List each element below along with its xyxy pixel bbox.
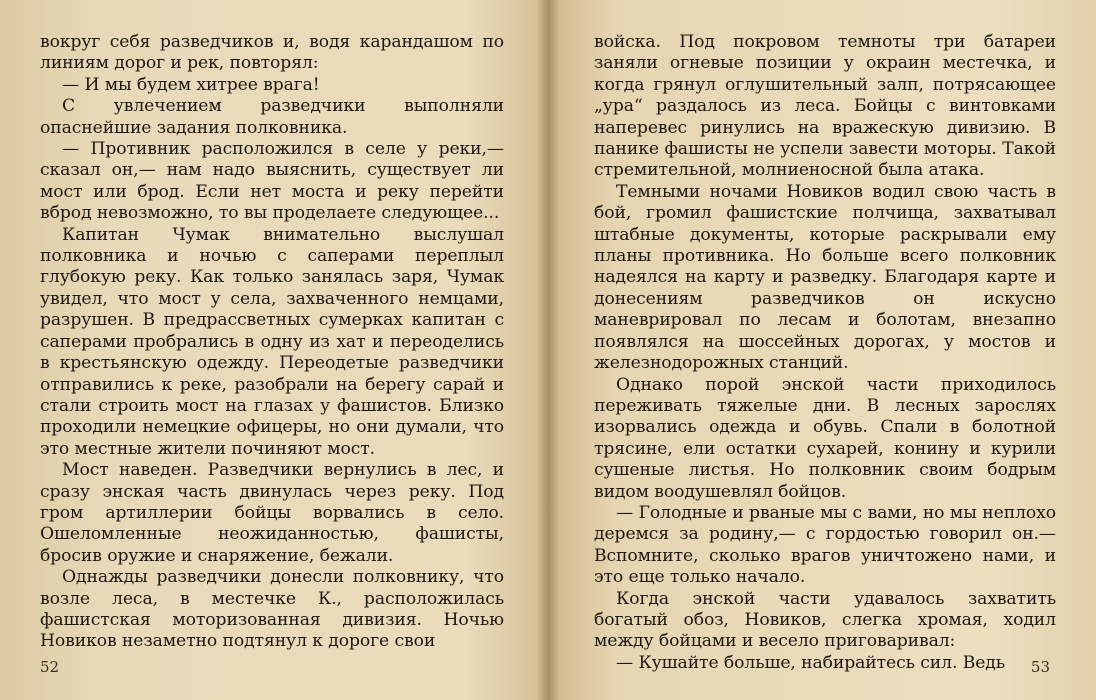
paragraph: — Голодные и рваные мы с вами, но мы неплохо деремся за родину,— с гордостью говорил он.— Вспомните, сколько врагов уничтожено нами, и это еще только начало. [594,502,1056,588]
paragraph: Мост наведен. Разведчики вернулись в лес, и сразу энская часть двинулась через реку. Под гром артиллерии бойцы ворвались в село. Ошеломленные неожиданностью, фашисты, бросив оружие и снаряжение, бежали. [40,460,504,566]
paragraph: вокруг себя разведчиков и, водя карандашом по линиям дорог и рек, повторял: [40,32,504,74]
right-page-text [594,32,1056,674]
paragraph: — Противник расположился в селе у реки,— сказал он,— нам надо выяснить, существует ли мост или брод. Если нет моста и реку перейти вброд невозможно, то вы проделаете следующее... [40,139,504,224]
paragraph: Однажды разведчики донесли полковнику, что возле леса, в местечке К., расположилась фашистская моторизованная дивизия. Ночью Новиков незаметно подтянул к дороге свои [40,567,504,652]
paragraph: Когда энской части удавалось захватить богатый обоз, Новиков, слегка хромая, ходил между бойцами и весело приговаривал: [594,588,1056,652]
paragraph: Темными ночами Новиков водил свою часть в бой, громил фашистские полчища, захватывал штабные документы, которые раскрывали ему планы противника. Но больше всего полковник надеялся на карту и разведку. Благодаря карте и донесениям разведчиков он искусно маневрировал по лесам и болотам, внезапно появлялся на шоссейных дорогах, у мостов и железнодорожных станций. [594,181,1056,374]
paragraph: — И мы будем хитрее врага! [62,74,320,95]
paragraph: Однако порой энской части приходилось переживать тяжелые дни. В лесных зарослях изорвались одежда и обувь. Спали в болотной трясине, ели остатки сухарей, конину и курили сушеные листья. Но полковник своим бодрым видом воодушевлял бойцов. [594,374,1056,502]
right-page [548,0,1096,700]
paragraph: Капитан Чумак внимательно выслушал полковника и ночью с саперами переплыл глубокую реку. Как только занялась заря, Чумак увидел, что мост у села, захваченного немцами, разрушен. В предрассветных сумерках капитан с саперами пробрались в одну из хат и переоделись в крестьянскую одежду. Переодетые разведчики отправились к реке, разобрали на берегу сарай и стали строить мост на глазах у фашистов. Близко проходили немецкие офицеры, но они думали, что это местные жители починяют мост. [40,224,504,459]
left-page-text [40,32,504,653]
page-number-right: 53 [1030,658,1050,676]
page-number-left: 52 [40,658,60,676]
paragraph: войска. Под покровом темноты три батареи заняли огневые позиции у окраин местечка, и когда грянул оглушительный залп, потрясающее „ура“ раздалось из леса. Бойцы с винтовками наперевес ринулись на вражескую дивизию. В панике фашисты не успели завести моторы. Такой стремительной, молниеносной была атака. [594,32,1056,181]
paragraph: — Кушайте больше, набирайтесь сил. Ведь [616,652,1006,673]
paragraph: С увлечением разведчики выполняли опаснейшие задания полковника. [40,96,504,138]
